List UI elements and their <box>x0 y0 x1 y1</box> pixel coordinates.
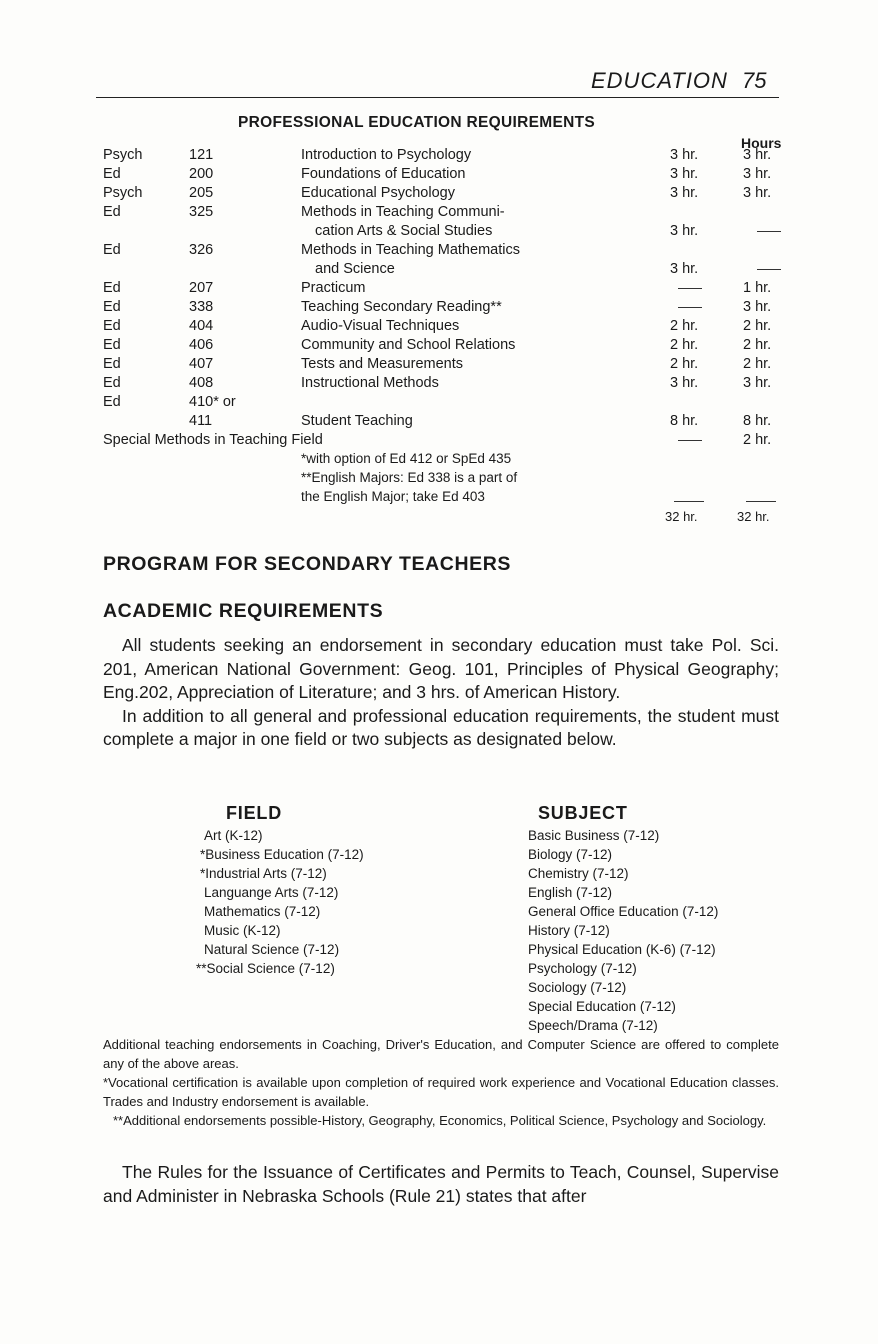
footnote: *Vocational certification is available upon completion of required work experience and Vocational Education classes. Trades and Industry endorsement is available. <box>103 1075 779 1109</box>
field-item: **Social Science (7-12) <box>196 961 335 976</box>
course-dept: Ed <box>103 394 121 410</box>
hours-col-2 <box>743 260 781 279</box>
hours-col-2: 3 hr. <box>743 185 772 201</box>
hours-col-2 <box>743 222 781 241</box>
academic-paragraph <box>103 634 779 752</box>
hours-col-2: 2 hr. <box>743 318 772 334</box>
hours-col-1: 3 hr. <box>670 261 699 277</box>
course-title: Community and School Relations <box>301 337 516 353</box>
course-number: 207 <box>189 280 214 296</box>
course-number: 410* or <box>189 394 236 410</box>
special-methods-hours-1 <box>670 431 702 450</box>
hours-col-1: 8 hr. <box>670 413 699 429</box>
course-dept: Ed <box>103 299 121 315</box>
course-number: 121 <box>189 147 214 163</box>
page-number: 75 <box>742 68 767 93</box>
special-methods-label: Special Methods in Teaching Field <box>103 432 323 448</box>
course-title: and Science <box>315 261 395 277</box>
hours-col-2: 3 hr. <box>743 147 772 163</box>
dash <box>757 231 781 232</box>
field-item: Mathematics (7-12) <box>204 904 321 919</box>
footnotes <box>103 1035 779 1130</box>
course-title: Practicum <box>301 280 366 296</box>
hours-col-1 <box>670 298 702 317</box>
hours-col-2: 3 hr. <box>743 375 772 391</box>
field-item: Languange Arts (7-12) <box>204 885 339 900</box>
dash <box>678 307 702 308</box>
total-hours-2: 32 hr. <box>737 509 770 524</box>
course-dept: Ed <box>103 356 121 372</box>
running-header-section: EDUCATION <box>591 68 728 93</box>
subject-item: English (7-12) <box>528 885 613 900</box>
course-title: Methods in Teaching Mathematics <box>301 242 520 258</box>
course-number: 411 <box>189 413 213 429</box>
hours-col-1: 3 hr. <box>670 185 699 201</box>
course-title: Introduction to Psychology <box>301 147 472 163</box>
hours-col-1: 3 hr. <box>670 166 699 182</box>
subject-item: Biology (7-12) <box>528 847 613 862</box>
course-title: cation Arts & Social Studies <box>315 223 493 239</box>
course-dept: Ed <box>103 204 121 220</box>
field-item: *Industrial Arts (7-12) <box>200 866 327 881</box>
closing-paragraph <box>103 1160 779 1208</box>
course-number: 200 <box>189 166 214 182</box>
paragraph-3: The Rules for the Issuance of Certificates and Permits to Teach, Counsel, Supervise and Administer in Nebraska Schools (Rule 21) states that after <box>103 1162 779 1206</box>
subject-item: History (7-12) <box>528 923 610 938</box>
subject-item: Special Education (7-12) <box>528 999 676 1014</box>
course-number: 338 <box>189 299 214 315</box>
subject-item: Chemistry (7-12) <box>528 866 629 881</box>
table-title: PROFESSIONAL EDUCATION REQUIREMENTS <box>238 114 595 131</box>
program-heading: PROGRAM FOR SECONDARY TEACHERS <box>103 553 512 575</box>
field-heading: FIELD <box>226 803 282 823</box>
course-title: Audio-Visual Techniques <box>301 318 460 334</box>
footnote: Additional teaching endorsements in Coaching, Driver's Education, and Computer Science are offered to complete any of the above areas. <box>103 1037 779 1071</box>
table-note: the English Major; take Ed 403 <box>301 489 485 504</box>
subject-item: General Office Education (7-12) <box>528 904 719 919</box>
footnote: **Additional endorsements possible-History, Geography, Economics, Political Science, Psychology and Sociology. <box>113 1113 767 1128</box>
field-item: Music (K-12) <box>204 923 281 938</box>
subject-heading: SUBJECT <box>538 803 628 823</box>
course-dept: Ed <box>103 337 121 353</box>
field-list <box>196 826 364 978</box>
subject-item: Speech/Drama (7-12) <box>528 1018 658 1033</box>
hours-col-2: 2 hr. <box>743 356 772 372</box>
course-dept: Psych <box>103 185 143 201</box>
subject-item: Sociology (7-12) <box>528 980 627 995</box>
course-dept: Ed <box>103 318 121 334</box>
table-note: *with option of Ed 412 or SpEd 435 <box>301 451 512 466</box>
hours-col-1: 3 hr. <box>670 375 699 391</box>
hours-col-1: 3 hr. <box>670 147 699 163</box>
hours-col-1 <box>670 279 702 298</box>
hours-column-header: Hours <box>741 135 782 151</box>
total-hours-1: 32 hr. <box>665 509 698 524</box>
course-dept: Ed <box>103 375 121 391</box>
paragraph-2: In addition to all general and professional education requirements, the student must complete a major in one field or two subjects as designated below. <box>103 705 779 749</box>
course-number: 326 <box>189 242 214 258</box>
course-number: 205 <box>189 185 214 201</box>
course-number: 325 <box>189 204 214 220</box>
subject-item: Physical Education (K-6) (7-12) <box>528 942 716 957</box>
course-title: Student Teaching <box>301 413 413 429</box>
academic-heading: ACADEMIC REQUIREMENTS <box>103 600 384 622</box>
paragraph-1: All students seeking an endorsement in secondary education must take Pol. Sci. 201, American National Government: Geog. 101, Principles of Physical Geography; Eng.202, Appreciation of Literature; and 3 hrs. of American History. <box>103 635 779 702</box>
hours-col-2: 2 hr. <box>743 337 772 353</box>
field-item: Art (K-12) <box>204 828 263 843</box>
course-number: 407 <box>189 356 214 372</box>
subject-list <box>528 826 718 1035</box>
total-rule <box>674 501 704 502</box>
course-title: Educational Psychology <box>301 185 455 201</box>
table-note: **English Majors: Ed 338 is a part of <box>301 470 518 485</box>
course-dept: Psych <box>103 147 143 163</box>
hours-col-1: 2 hr. <box>670 337 699 353</box>
course-dept: Ed <box>103 242 121 258</box>
hours-col-2: 3 hr. <box>743 166 772 182</box>
field-item: Natural Science (7-12) <box>204 942 340 957</box>
total-rule <box>746 501 776 502</box>
course-title: Instructional Methods <box>301 375 439 391</box>
special-methods-hours-2: 2 hr. <box>743 432 772 448</box>
course-title: Methods in Teaching Communi- <box>301 204 505 220</box>
dash <box>678 440 702 441</box>
course-title: Tests and Measurements <box>301 356 463 372</box>
hours-col-1: 2 hr. <box>670 318 699 334</box>
hours-col-2: 3 hr. <box>743 299 772 315</box>
course-dept: Ed <box>103 280 121 296</box>
hours-col-1: 2 hr. <box>670 356 699 372</box>
hours-col-2: 8 hr. <box>743 413 772 429</box>
dash <box>678 288 702 289</box>
course-title: Teaching Secondary Reading** <box>301 299 502 315</box>
course-title: Foundations of Education <box>301 166 466 182</box>
course-number: 406 <box>189 337 214 353</box>
subject-item: Psychology (7-12) <box>528 961 637 976</box>
course-number: 404 <box>189 318 214 334</box>
course-dept: Ed <box>103 166 121 182</box>
course-number: 408 <box>189 375 214 391</box>
hours-col-2: 1 hr. <box>743 280 772 296</box>
hours-col-1: 3 hr. <box>670 223 699 239</box>
subject-item: Basic Business (7-12) <box>528 828 660 843</box>
header-rule <box>96 97 779 98</box>
dash <box>757 269 781 270</box>
field-item: *Business Education (7-12) <box>200 847 364 862</box>
